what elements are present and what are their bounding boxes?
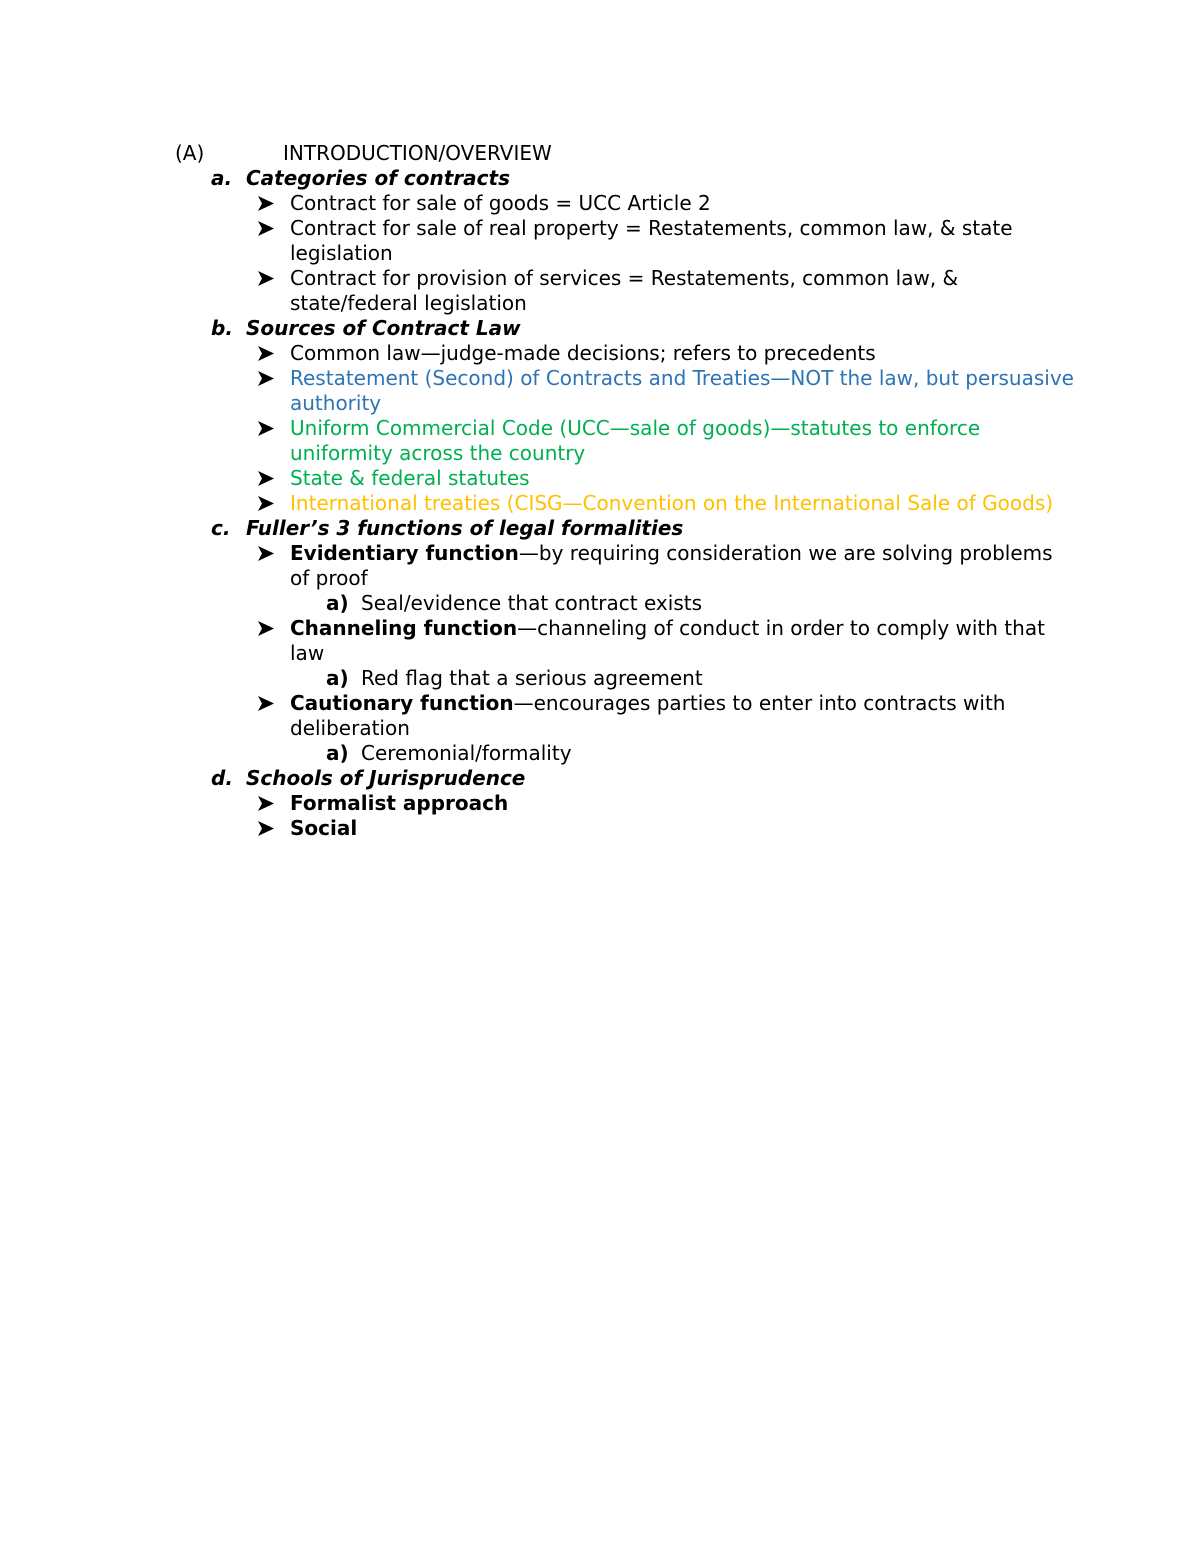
- section-categories: [175, 166, 1075, 191]
- section-sources: [175, 316, 1075, 341]
- arrowhead-bullet-icon: [256, 816, 276, 841]
- list-item: [175, 466, 1075, 491]
- section-title: Categories of contracts: [246, 166, 510, 190]
- arrowhead-bullet-icon: [256, 691, 276, 716]
- bullet-text: Restatement (Second) of Contracts and Treaties—NOT the law, but persuasive authority: [290, 366, 1074, 415]
- sub-item: [175, 666, 1075, 691]
- list-item: [175, 266, 1075, 316]
- sub-item-text: Red flag that a serious agreement: [361, 666, 703, 690]
- bullet-text: Common law—judge-made decisions; refers to precedents: [290, 341, 876, 365]
- section-title: Schools of Jurisprudence: [246, 766, 526, 790]
- bullet-description: —encourages parties to enter into contracts with deliberation: [290, 691, 1006, 740]
- list-item: [175, 341, 1075, 366]
- list-item: [175, 816, 1075, 841]
- section-letter: b.: [211, 316, 233, 340]
- arrowhead-bullet-icon: [256, 466, 276, 491]
- sub-item-label: a): [326, 666, 349, 690]
- bullet-term: Formalist approach: [290, 791, 509, 815]
- list-item: [175, 491, 1075, 516]
- section-letter: c.: [211, 516, 231, 540]
- list-item: [175, 616, 1075, 666]
- heading-number: (A): [175, 141, 205, 165]
- main-heading: [175, 141, 1075, 166]
- sub-item-label: a): [326, 741, 349, 765]
- list-item: [175, 791, 1075, 816]
- sub-item: [175, 591, 1075, 616]
- list-item: [175, 216, 1075, 266]
- arrowhead-bullet-icon: [256, 341, 276, 366]
- list-item: [175, 416, 1075, 466]
- bullet-term: Social: [290, 816, 358, 840]
- sub-item-label: a): [326, 591, 349, 615]
- heading-title: INTRODUCTION/OVERVIEW: [283, 141, 552, 165]
- arrowhead-bullet-icon: [256, 366, 276, 391]
- sub-item-text: Seal/evidence that contract exists: [361, 591, 703, 615]
- bullet-term: Cautionary function: [290, 691, 514, 715]
- arrowhead-bullet-icon: [256, 491, 276, 516]
- outline: [175, 141, 1075, 841]
- bullet-description: —by requiring consideration we are solving problems of proof: [290, 541, 1053, 590]
- bullet-text: International treaties (CISG—Convention on the International Sale of Goods): [290, 491, 1054, 515]
- arrowhead-bullet-icon: [256, 191, 276, 216]
- list-item: [175, 691, 1075, 741]
- list-item: [175, 541, 1075, 591]
- arrowhead-bullet-icon: [256, 216, 276, 241]
- bullet-text: [290, 541, 1075, 591]
- bullet-description: —channeling of conduct in order to comply with that law: [290, 616, 1045, 665]
- bullet-text: [290, 616, 1075, 666]
- bullet-text: Contract for sale of goods = UCC Article 2: [290, 191, 711, 215]
- bullet-text: Uniform Commercial Code (UCC—sale of goods)—statutes to enforce uniformity across the country: [290, 416, 981, 465]
- section-functions: [175, 516, 1075, 541]
- section-letter: a.: [211, 166, 233, 190]
- bullet-term: Evidentiary function: [290, 541, 519, 565]
- sub-item-text: Ceremonial/formality: [361, 741, 572, 765]
- section-jurisprudence: [175, 766, 1075, 791]
- bullet-text: Contract for provision of services = Restatements, common law, & state/federal legislation: [290, 266, 959, 315]
- section-title: Sources of Contract Law: [246, 316, 521, 340]
- list-item: [175, 191, 1075, 216]
- arrowhead-bullet-icon: [256, 616, 276, 641]
- bullet-text: [290, 691, 1075, 741]
- section-title: Fuller’s 3 functions of legal formalities: [246, 516, 684, 540]
- bullet-text: State & federal statutes: [290, 466, 530, 490]
- arrowhead-bullet-icon: [256, 541, 276, 566]
- bullet-text: Contract for sale of real property = Restatements, common law, & state legislation: [290, 216, 1013, 265]
- arrowhead-bullet-icon: [256, 266, 276, 291]
- sub-item: [175, 741, 1075, 766]
- bullet-term: Channeling function: [290, 616, 518, 640]
- list-item: [175, 366, 1075, 416]
- arrowhead-bullet-icon: [256, 791, 276, 816]
- arrowhead-bullet-icon: [256, 416, 276, 441]
- section-letter: d.: [211, 766, 233, 790]
